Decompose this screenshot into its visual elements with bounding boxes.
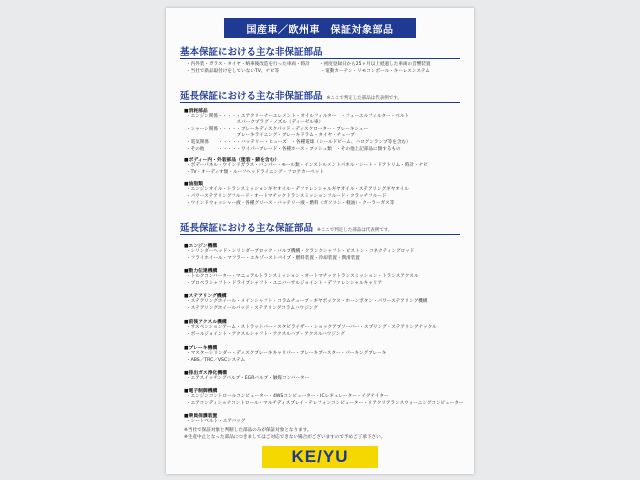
ext-non-covered-divider — [180, 102, 460, 103]
list-item: ・マスターシリンダー・ディスクブレーキキャリパー・ブレーキブースター・パーキングブレーキ — [186, 351, 387, 356]
list-item: ・プロペラシャフト・ドライブシャフト・ユニバーサルジョイント・デファレンシャルキャリア — [186, 281, 383, 286]
category-axle: ■前後アクスル機構 — [184, 320, 227, 325]
category-steering: ■ステアリング機構 — [184, 294, 227, 299]
list-item: ・シートベルト・エアバッグ — [186, 419, 246, 424]
list-item: ・パワーステアリングフルード・オートマチックトランスミッションフルード・クラッチフルード — [186, 194, 387, 199]
ext-covered-heading — [180, 220, 392, 234]
category-occupant-protection: ■乗員保護装置 — [184, 414, 218, 419]
basic-warranty-divider — [180, 58, 460, 59]
page-title: 国産車／欧州車 保証対象部品 — [224, 18, 416, 38]
category-drivetrain: ■動力伝達機構 — [184, 269, 218, 274]
ext-non-covered-note: ※ここで判定した部品は代表例です。 — [326, 96, 402, 101]
list-item: ・電気関係 ・・・・・バッテリー・ヒューズ ・各種電球（シールドビーム、ハロゲンランプ等を含む） — [186, 140, 411, 145]
list-item: ・エンジンオイル・トランスミッションギヤオイル・デファレンシャルギヤオイル・ステアリングギヤオイル — [186, 187, 409, 192]
footnote-2: ※生産中止となった部品につきましてはご対応できない場合がございますので予めご了承下さい。 — [184, 435, 386, 440]
list-item: ・ボールジョイント・アクスルシャフト・アクスルハブ・アクスルハウジング — [186, 332, 345, 337]
list-item: ・フライホイール・マフラー・エキゾーストパイプ・燃料装置・冷却装置・潤滑装置 — [186, 256, 360, 261]
list-item: ・サスペンションアーム・ストラットバー・スタビライザー・ショックアブソーバー・スプリング・ステアリングナックル — [186, 325, 437, 330]
ext-covered-title: 延長保証における主な保証部品 — [180, 223, 314, 234]
company-logo-text: KE/YU — [291, 447, 349, 466]
ext-non-covered-heading — [180, 88, 402, 102]
footnote-1: ※当社で保証対象と判断した部品のみが保証対象となります。 — [184, 428, 312, 433]
category-body-parts: ■ボディー内・外装部品（塗装・錆を含む） — [184, 158, 280, 163]
ext-covered-note: ※ここで判定した部品は代表例です。 — [317, 228, 393, 233]
list-item: ・その他 ・・・・・ワイパーブレード・各種ホース・ブッシュ類 ・その他上記部品に類するもの — [186, 147, 401, 152]
list-item: ・シャーシ関係・・・・・ブレーキディスクパッド・ディスクローター・ブレーキシュー — [186, 127, 369, 132]
list-item: ・トルクコンバーター・マニュアルトランスミッション・オートマチックトランスミッション・トランスアクスル — [186, 274, 419, 279]
list-item: ・エアスイッチングバルブ・EGRバルブ・触媒コンバーター — [186, 376, 310, 381]
document-page — [166, 8, 474, 474]
list-item: ・TV・オーディオ類・ルーフヘッドライニング・フロアカーペット — [186, 170, 324, 175]
list-item: ・エンジン関係・・・・・エアクリーナーエレメント・オイルフィルター ・フューエルフィルター・ベルト — [186, 114, 410, 119]
category-fluids: ■油脂類 — [184, 182, 203, 187]
list-item: ・ABS／TRC／VSCシステム — [186, 358, 246, 363]
category-emissions: ■排出ガス浄化機構 — [184, 371, 227, 376]
category-electronics: ■電子制御機構 — [184, 389, 218, 394]
basic-line-2: ・当社で新品取付けをしていないTV、ナビ等 ・電動カーテン・リモコンボール・キーレスシステム — [186, 69, 430, 74]
list-item: ・エアコンディショナコントロール・マルチディスプレイ・テレフォンコンピューター・リアクリアランスウォーニングコンピューター — [186, 401, 464, 406]
list-item: ブレーキライニング・ブレーキドラム・タイヤ・チューブ — [186, 133, 355, 138]
list-item: スパークプラグ・ノズル（ディーゼル車） — [186, 120, 324, 125]
list-item: ・ウインドウォッシャー液・各種グリース・バッテリー液・燃料（ガソリン・軽油）・クーラーガス等 — [186, 201, 395, 206]
basic-warranty-heading: 基本保証における主な非保証部品 — [180, 47, 323, 58]
category-consumables: ■消耗部品 — [184, 109, 208, 114]
list-item: ・ステアリングホイールパッド・ステアリングコラムハウジング — [186, 306, 318, 311]
company-logo — [262, 446, 378, 468]
list-item: ・ボデーパネル・ウインドガラス・バンパー・モール類・インストルメントパネル・シート・ドアトリム・時計・ナビ — [186, 163, 428, 168]
category-engine: ■エンジン機構 — [184, 244, 218, 249]
basic-line-1: ・内外装・ガラス・タイヤ・納車後改造を行った車両・時計 ・初度登録日から25ヶ月以上経過した車両の音響装置 — [186, 62, 431, 67]
category-brake: ■ブレーキ機構 — [184, 346, 218, 351]
ext-non-covered-title: 延長保証における主な非保証部品 — [180, 91, 323, 102]
list-item: ・エンジンコントロールコンピューター・4WSコンピューター・ICレギュレーター・イグナイター — [186, 394, 389, 399]
ext-covered-divider — [180, 234, 460, 235]
list-item: ・ステアリングホイール・メインシャフト・コラムチューブ・ギヤボックス・ホーンボタン・パワーステアリング機構 — [186, 299, 428, 304]
list-item: ・シリンダーヘッド・シリンダーブロック・バルブ機構・クランクシャフト・ピストン・コネクティングロッド — [186, 249, 415, 254]
